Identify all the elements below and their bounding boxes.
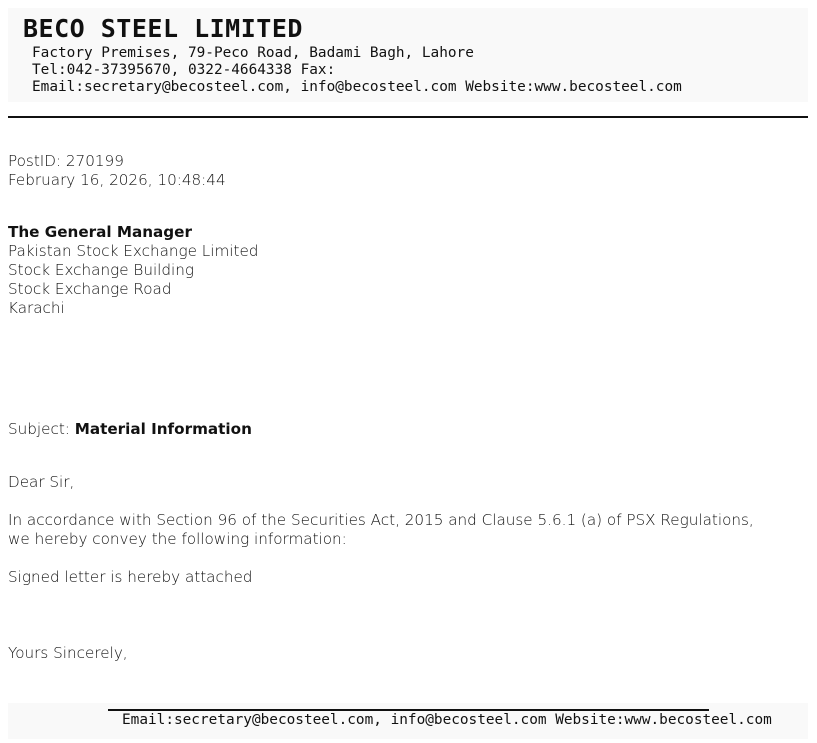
- header-divider: [8, 116, 808, 118]
- recipient-line: Pakistan Stock Exchange Limited: [8, 242, 259, 260]
- closing: Yours Sincerely,: [8, 644, 128, 662]
- recipient-line: Stock Exchange Road: [8, 280, 172, 298]
- letter-content: Signed letter is hereby attached: [8, 568, 253, 586]
- company-email-website: Email:secretary@becosteel.com, info@becosteel.com Website:www.becosteel.com: [32, 79, 682, 95]
- footer-divider: [108, 709, 709, 711]
- paragraph-line: we hereby convey the following information:: [8, 530, 347, 548]
- subject-label: Subject:: [8, 420, 75, 438]
- footer-contact: Email:secretary@becosteel.com, info@becosteel.com Website:www.becosteel.com: [122, 712, 772, 728]
- subject-line: [8, 420, 252, 439]
- post-id: PostID: 270199: [8, 152, 124, 170]
- subject-text: Material Information: [74, 420, 252, 438]
- company-name: BECO STEEL LIMITED: [23, 14, 303, 43]
- letterhead: [8, 8, 808, 102]
- salutation: Dear Sir,: [8, 473, 75, 491]
- post-datetime: February 16, 2026, 10:48:44: [8, 171, 226, 189]
- paragraph-line: In accordance with Section 96 of the Securities Act, 2015 and Clause 5.6.1 (a) of PSX Regulations,: [8, 511, 754, 529]
- recipient-line: Karachi: [8, 299, 65, 317]
- company-phone-fax: Tel:042-37395670, 0322-4664338 Fax:: [32, 62, 336, 78]
- recipient-title: The General Manager: [8, 223, 192, 241]
- recipient-line: Stock Exchange Building: [8, 261, 194, 279]
- company-address: Factory Premises, 79-Peco Road, Badami Bagh, Lahore: [32, 45, 474, 61]
